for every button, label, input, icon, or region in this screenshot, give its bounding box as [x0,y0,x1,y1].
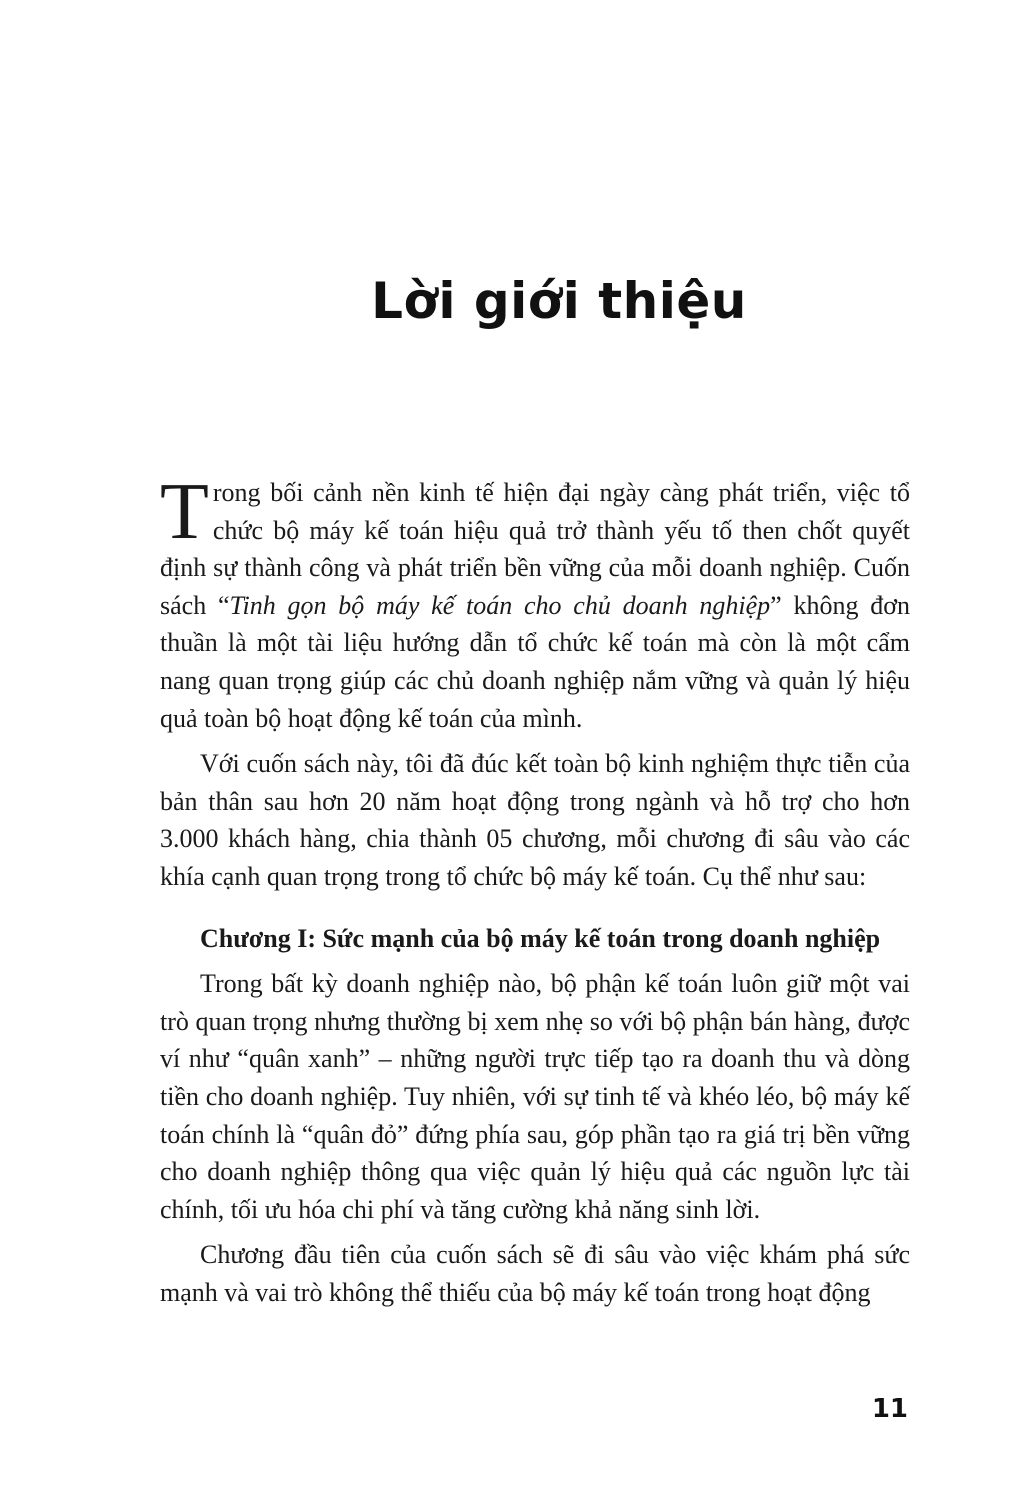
book-title: Tinh gọn bộ máy kế toán cho chủ doanh nghiệp [229,590,771,620]
page-number: 11 [871,1394,908,1424]
drop-cap: T [160,468,209,556]
chapter-1-heading: Chương I: Sức mạnh của bộ máy kế toán trong doanh nghiệp [200,923,881,953]
intro-text-1: rong bối cảnh nền kinh tế hiện đại ngày càng phát triển, việc tổ chức bộ máy kế toán hiệu quả trở thành yếu tố then chốt quyết định sự thành công và phát triển bền vững của mỗi doanh nghiệp. Cuốn sách “ [160,478,910,620]
chapter-1-paragraph-2: Chương đầu tiên của cuốn sách sẽ đi sâu vào việc khám phá sức mạnh và vai trò không thể thiếu của bộ máy kế toán trong hoạt động [160,1240,910,1307]
body-text [160,468,910,1311]
intro-paragraph [160,468,910,737]
intro-text-2: ” không đơn thuần là một tài liệu hướng dẫn tổ chức kế toán mà còn là một cẩm nang quan trọng giúp các chủ doanh nghiệp nắm vững và quản lý hiệu quả toàn bộ hoạt động kế toán của mình. [160,590,910,733]
chapter-1-paragraph-1: Trong bất kỳ doanh nghiệp nào, bộ phận kế toán luôn giữ một vai trò quan trọng nhưng thường bị xem nhẹ so với bộ phận bán hàng, được ví như “quân xanh” – những người trực tiếp tạo ra doanh thu và dòng tiền cho doanh nghiệp. Tuy nhiên, với sự tinh tế và khéo léo, bộ máy kế toán chính là “quân đỏ” đứng phía sau, góp phần tạo ra giá trị bền vững cho doanh nghiệp thông qua việc quản lý hiệu quả các nguồn lực tài chính, tối ưu hóa chi phí và tăng cường khả năng sinh lời. [160,969,910,1224]
paragraph-2: Với cuốn sách này, tôi đã đúc kết toàn bộ kinh nghiệm thực tiễn của bản thân sau hơn 20 năm hoạt động trong ngành và hỗ trợ cho hơn 3.000 khách hàng, chia thành 05 chương, mỗi chương đi sâu vào các khía cạnh quan trọng trong tổ chức bộ máy kế toán. Cụ thể như sau: [160,749,910,891]
page-title: Lời giới thiệu [371,272,747,330]
